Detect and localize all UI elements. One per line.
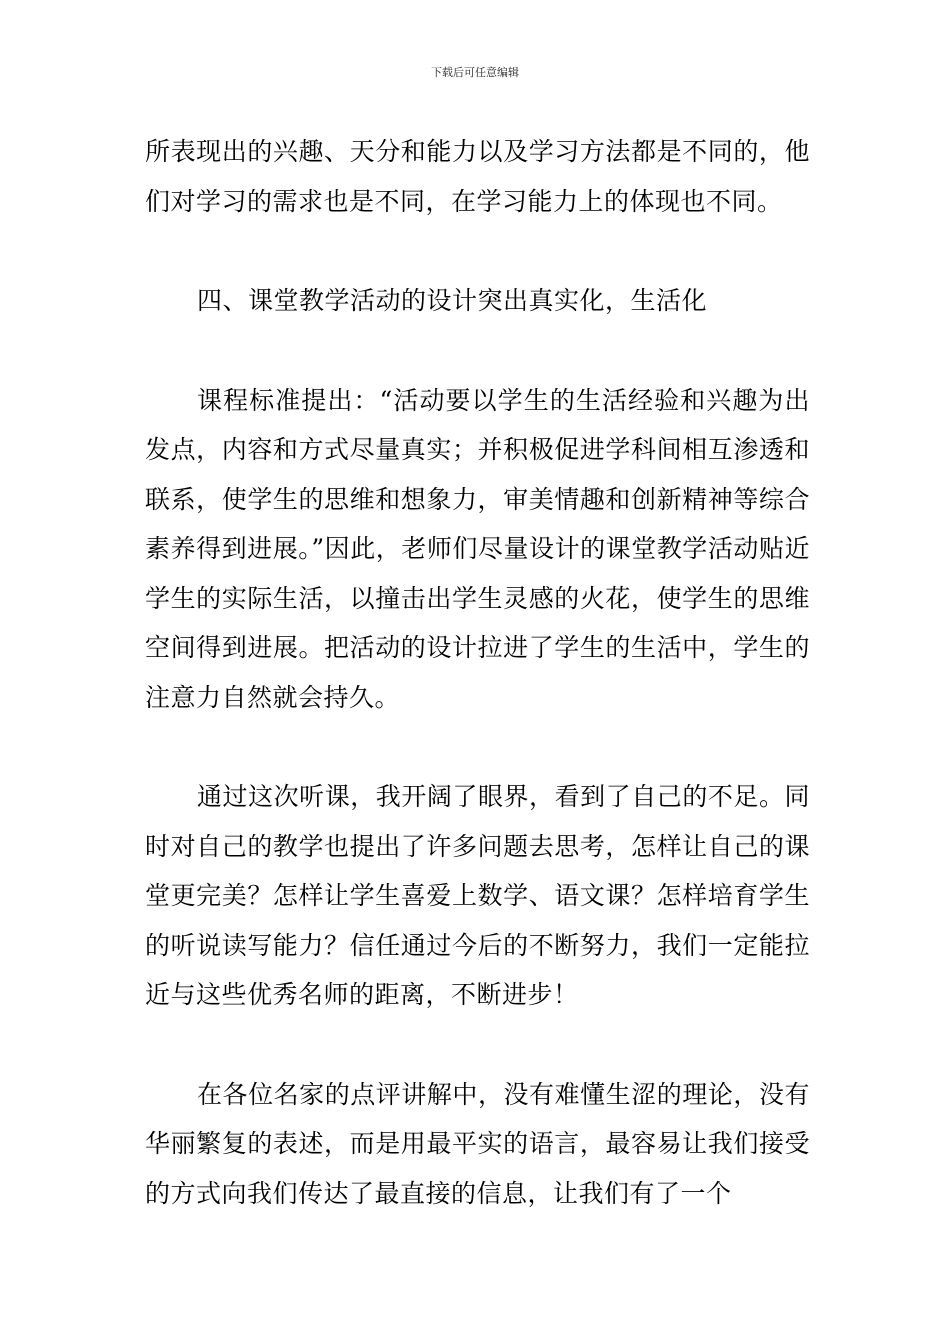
paragraph-curriculum-standard: 课程标准提出：“活动要以学生的生活经验和兴趣为出发点，内容和方式尽量真实；并积极促进学科间相互渗透和联系，使学生的思维和想象力，审美情趣和创新精神等综合素养得到进展。”因此，老师们尽量设计的课堂教学活动贴近学生的实际生活，以撞击出学生灵感的火花，使学生的思维空间得到进展。把活动的设计拉进了学生的生活中，学生的注意力自然就会持久。 [145,385,810,712]
paragraph-spacer [145,226,810,276]
document-body [145,127,810,1218]
paragraph-spacer [145,722,810,772]
paragraph-spacer [145,326,810,376]
section-heading: 四、课堂教学活动的设计突出真实化，生活化 [197,286,708,315]
paragraph-spacer [145,1020,810,1070]
paragraph-expert-comments: 在各位名家的点评讲解中，没有难懂生涩的理论，没有华丽繁复的表述，而是用最平实的语言，最容易让我们接受的方式向我们传达了最直接的信息，让我们有了一个 [145,1079,810,1208]
paragraph-continuation: 所表现出的兴趣、天分和能力以及学习方法都是不同的，他们对学习的需求也是不同，在学习能力上的体现也不同。 [145,137,810,216]
header-note: 下载后可任意编辑 [431,66,519,79]
paragraph-reflection: 通过这次听课，我开阔了眼界，看到了自己的不足。同时对自己的教学也提出了许多问题去思考，怎样让自己的课堂更完美？怎样让学生喜爱上数学、语文课？怎样培育学生的听说读写能力？信任通过今后的不断努力，我们一定能拉近与这些优秀名师的距离，不断进步！ [145,782,810,1009]
